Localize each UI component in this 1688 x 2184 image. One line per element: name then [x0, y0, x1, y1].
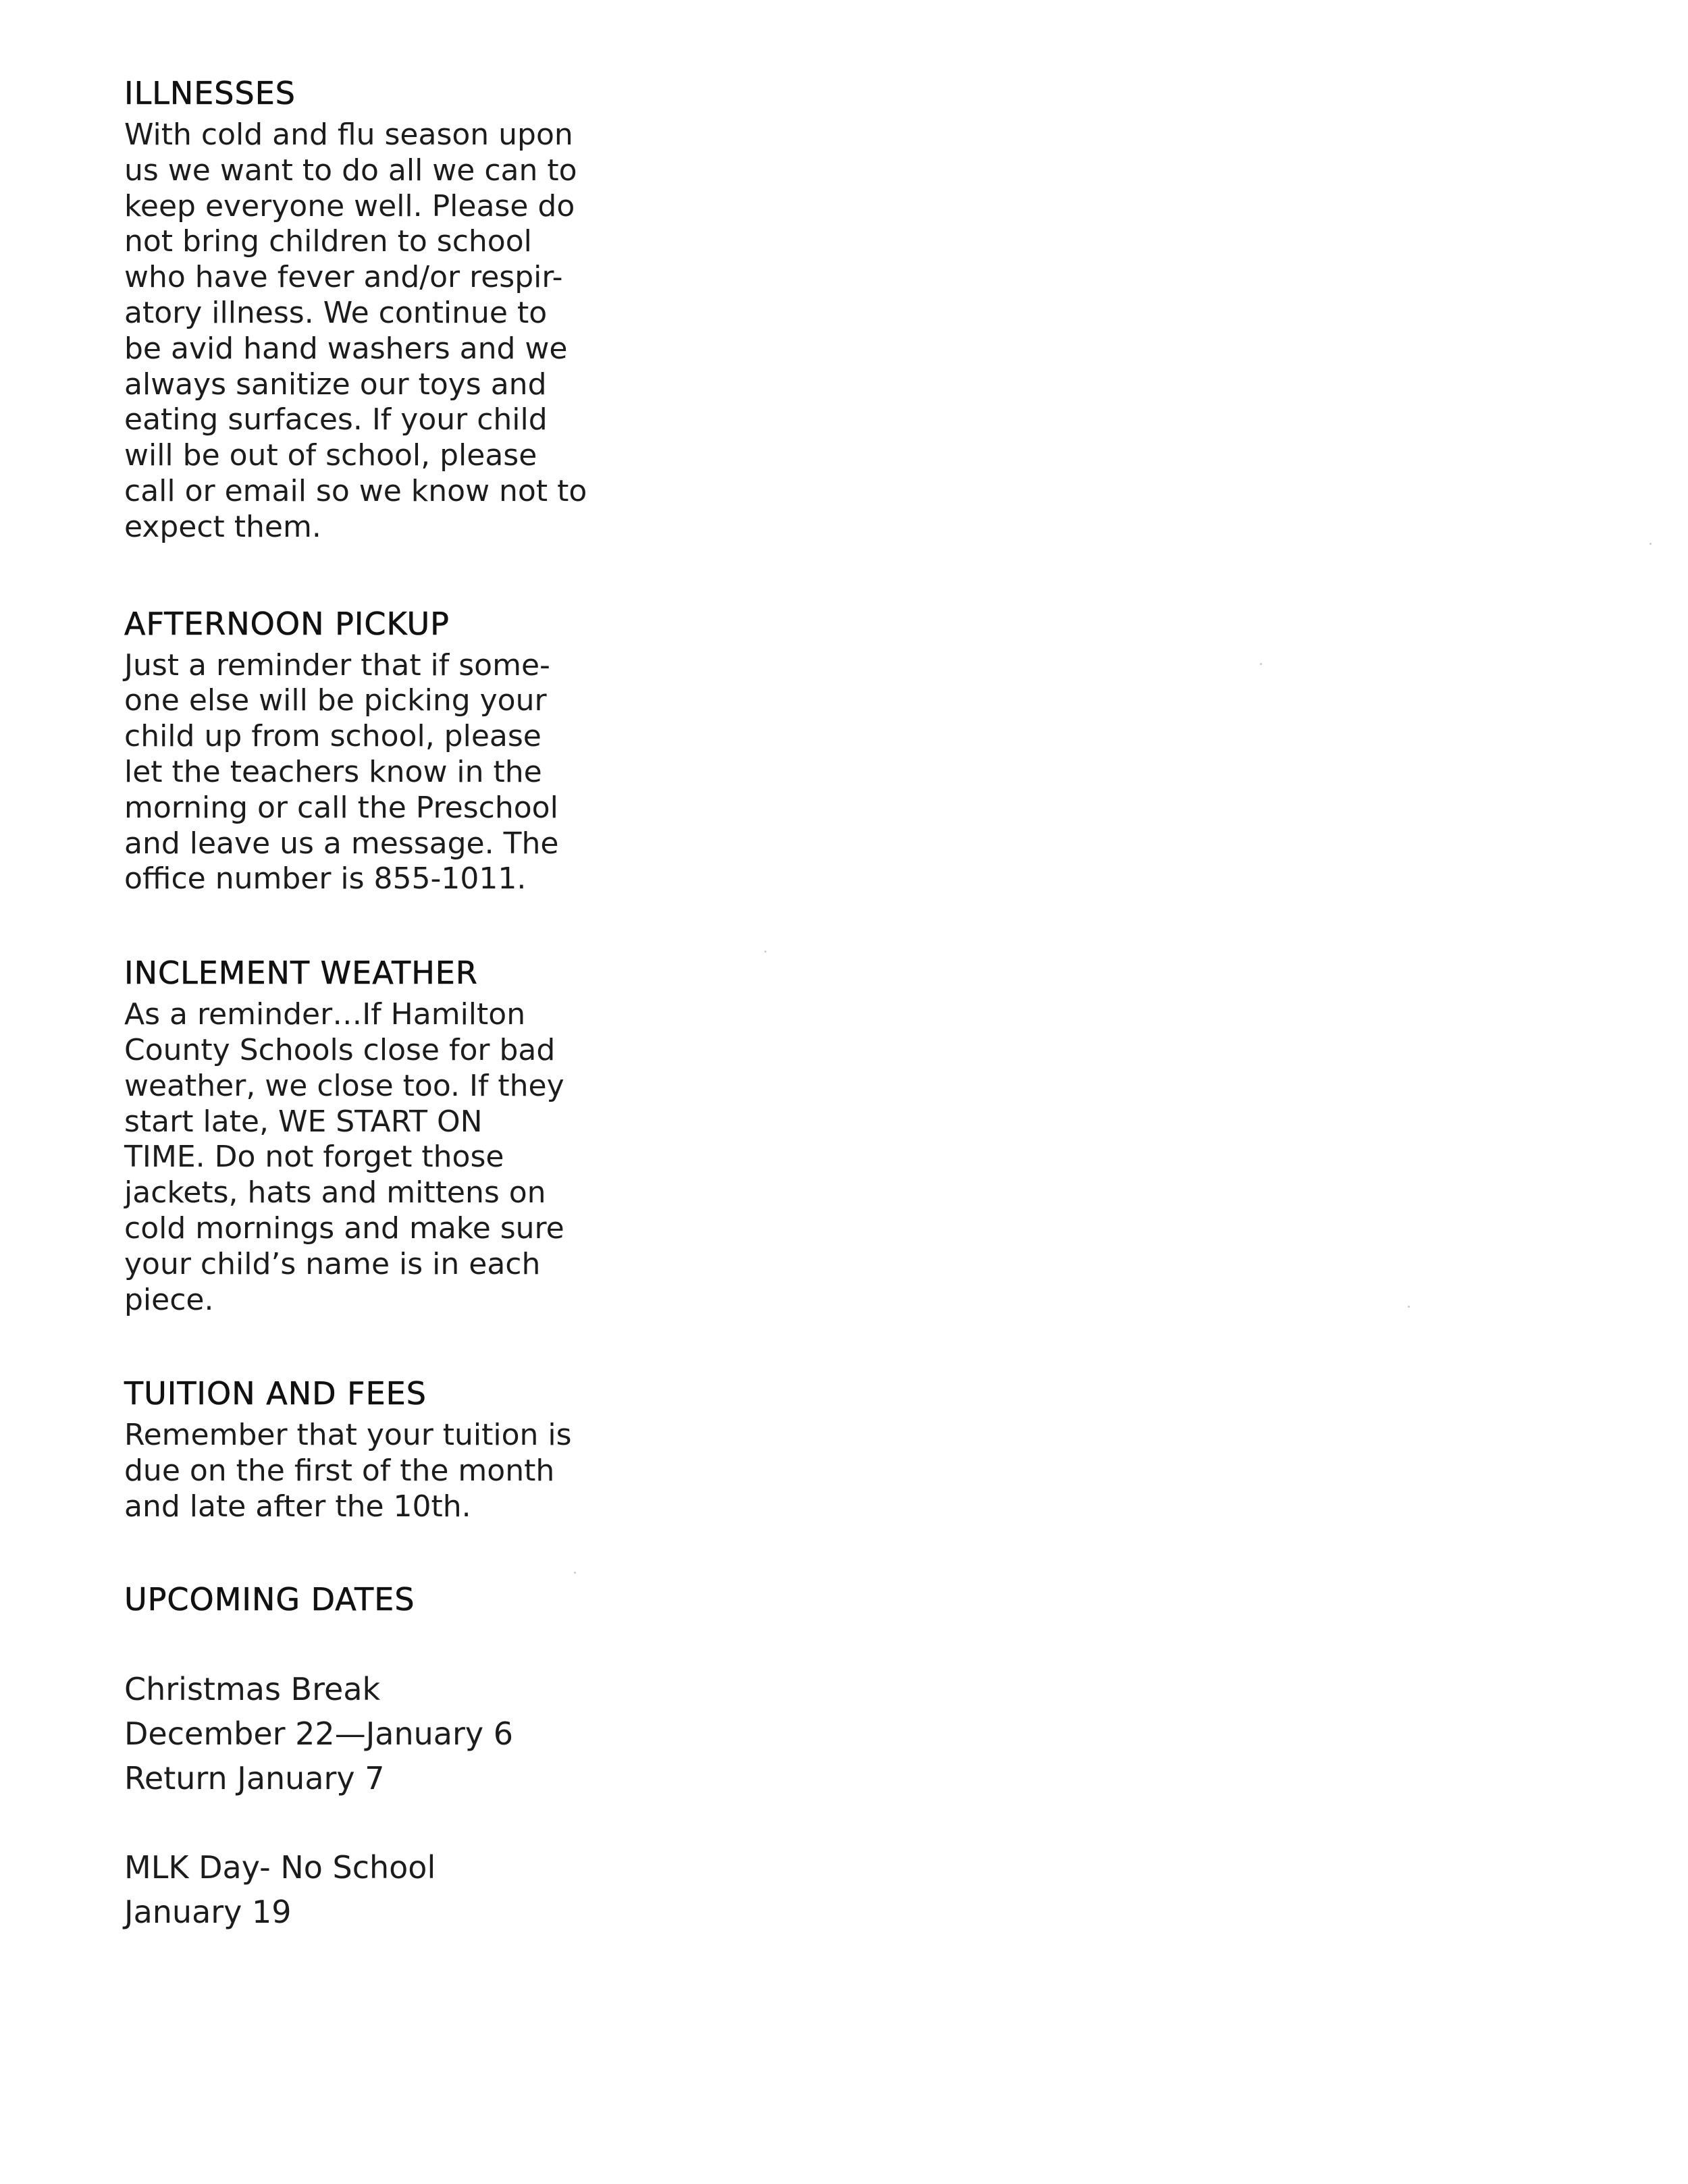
scan-speck [1408, 1306, 1410, 1308]
body-inclement-weather: As a reminder…If Hamilton County Schools close for bad weather, we close too. If they start late, WE START ON TIME. Do not forget those jackets, hats and mittens on cold mornings and make sure your child’s name is in each piece. [124, 997, 564, 1317]
christmas-break-title: Christmas Break [124, 1670, 381, 1707]
upcoming-dates-list [124, 1667, 610, 1934]
body-afternoon-pickup: Just a reminder that if some- one else will be picking your child up from school, please let the teachers know in the morning or call the Preschool and leave us a message. The office number is 855-1011. [124, 647, 559, 897]
heading-illnesses: ILLNESSES [124, 75, 296, 111]
scan-speck [574, 1572, 576, 1574]
body-tuition-and-fees: Remember that your tuition is due on the first of the month and late after the 10th. [124, 1418, 572, 1524]
section-upcoming-dates [124, 1579, 610, 1934]
section-illnesses [124, 73, 610, 545]
section-afternoon-pickup [124, 604, 610, 898]
mlk-day-title: MLK Day- No School [124, 1848, 436, 1886]
mlk-day-date: January 19 [124, 1893, 292, 1930]
scan-speck [1650, 543, 1652, 545]
section-tuition-and-fees [124, 1373, 610, 1524]
heading-upcoming-dates: UPCOMING DATES [124, 1580, 415, 1618]
scan-speck [1260, 663, 1262, 665]
scan-speck [764, 951, 766, 953]
date-spacer [124, 1801, 610, 1845]
section-inclement-weather [124, 953, 610, 1318]
body-illnesses: With cold and flu season upon us we want to do all we can to keep everyone well. Please do not bring children to school who have fever and/or respir- atory illness. We continue to be avid hand washers and we always sanitize our toys and eating surfaces. If your child will be out of school, please call or email so we know not to expect them. [124, 117, 587, 544]
christmas-break-return: Return January 7 [124, 1759, 385, 1796]
heading-inclement-weather: INCLEMENT WEATHER [124, 955, 478, 992]
heading-afternoon-pickup: AFTERNOON PICKUP [124, 605, 450, 642]
heading-tuition-and-fees: TUITION AND FEES [124, 1375, 427, 1412]
announcements-column [124, 73, 610, 1934]
christmas-break-range: December 22—January 6 [124, 1715, 513, 1752]
